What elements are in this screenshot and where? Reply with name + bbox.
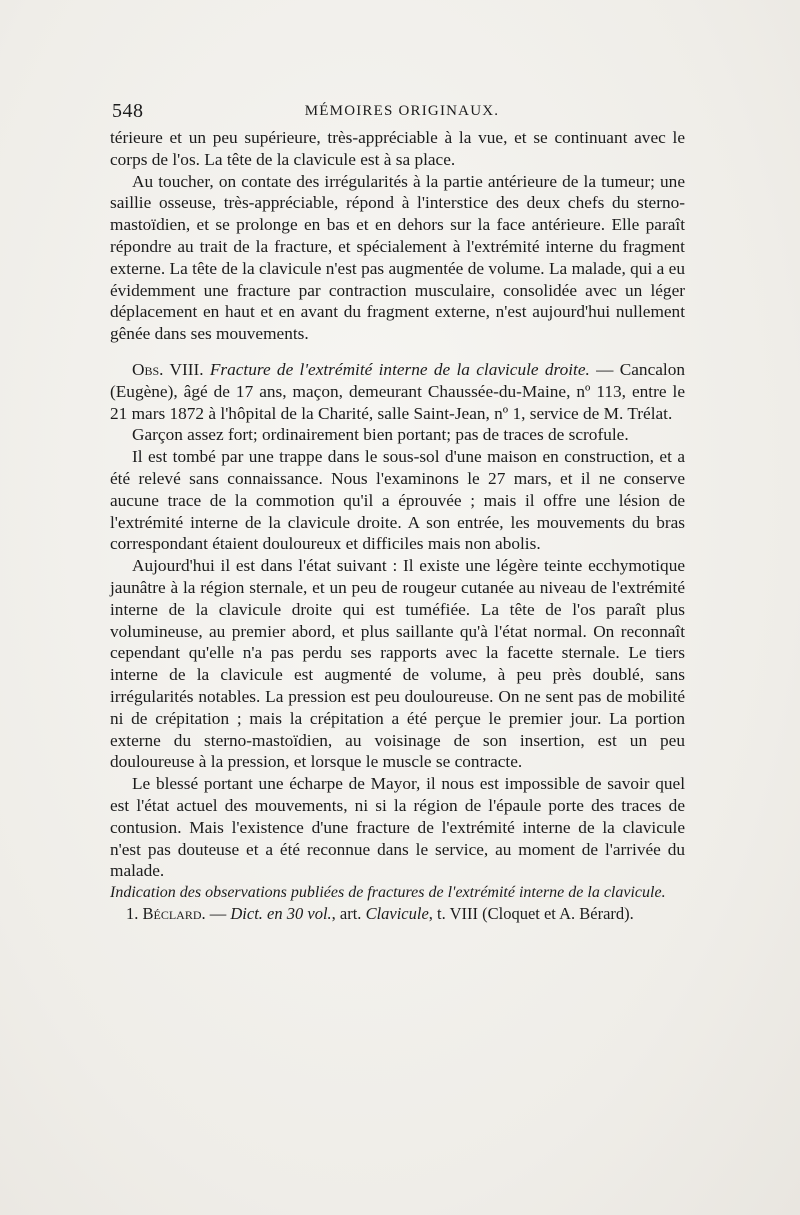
observation-label: Obs. VIII. bbox=[132, 359, 204, 379]
observation-title: Fracture de l'extrémité interne de la clavicule droite. bbox=[209, 359, 590, 379]
reference-dash: — bbox=[205, 904, 231, 924]
paragraph-accident: Il est tombé par une trappe dans le sous-sol d'une maison en construction, et a été relevé sans connaissance. Nous l'examinons le 27 mars, et il ne conserve aucune trace de la commotion qu'il a éprouvée ; mais il offre une lésion de l'extrémité interne de la clavicule droite. A son entrée, les mouvements du bras correspondant étaient douloureux et difficiles mais non abolis. bbox=[110, 447, 685, 554]
section-gap bbox=[110, 345, 685, 359]
references-heading: Indication des observations publiées de fractures de l'extrémité interne de la clavicule. bbox=[110, 884, 666, 902]
reference-number: 1. bbox=[126, 904, 139, 924]
reference-work: Dict. en 30 vol. bbox=[230, 904, 332, 924]
page-number: 548 bbox=[112, 100, 144, 122]
paragraph-palpation: Au toucher, on contate des irrégularités à la partie antérieure de la tumeur; une saillie osseuse, très-appréciable, répond à l'interstice des deux chefs du sterno-mastoïdien, et se prolonge en bas et en dehors sur la face antérieure. Elle paraît répondre au trait de la fracture, et spécialement à l'extrémité interne du fragment externe. La tête de la clavicule n'est pas augmentée de volume. La malade, qui a eu évidemment une fracture par contraction musculaire, consolidée avec un léger déplacement en haut et en avant du fragment externe, n'est aujourd'hui nullement gênée dans ses mouvements. bbox=[110, 171, 685, 344]
observation-header bbox=[110, 359, 685, 424]
paragraph-constitution: Garçon assez fort; ordinairement bien portant; pas de traces de scrofule. bbox=[132, 425, 629, 445]
paragraph-continuation: térieure et un peu supérieure, très-appréciable à la vue, et se continuant avec le corps de l'os. La tête de la clavicule est à sa place. bbox=[110, 128, 685, 169]
observation-patient: — Cancalon (Eugène), âgé de 17 ans, maçon, demeurant Chaussée-du-Maine, nº 113, entre le 21 mars 1872 à l'hôpital de la Charité, salle Saint-Jean, nº 1, service de M. Trélat. bbox=[110, 359, 685, 423]
paragraph-current-state: Aujourd'hui il est dans l'état suivant : Il existe une légère teinte ecchymotique jaunâtre à la région sternale, et un peu de rougeur cutanée au niveau de l'extrémité interne de la clavicule droite qui est tuméfiée. La tête de l'os paraît plus volumineuse, au premier abord, et plus saillante qu'à l'état normal. On reconnaît cependant qu'elle n'a pas perdu ses rapports avec la facette sternale. Le tiers interne de la clavicule est augmenté de volume, à peu près doublé, sans irrégularités notables. La pression est peu douloureuse. On ne sent pas de mobilité ni de crépitation ; mais la crépitation a été perçue le premier jour. La portion externe du sterno-mastoïdien, au voisinage de son insertion, est un peu douloureuse à la pression, et lorsque le muscle se contracte. bbox=[110, 556, 685, 772]
page-body bbox=[110, 127, 685, 924]
reference-author: Béclard. bbox=[142, 904, 206, 924]
reference-mid: , art. bbox=[331, 904, 366, 924]
page-header bbox=[112, 100, 692, 124]
running-title: MÉMOIRES ORIGINAUX. bbox=[304, 103, 500, 119]
reference-rest: , t. VIII (Cloquet et A. Bérard). bbox=[428, 904, 634, 924]
reference-item bbox=[110, 903, 685, 924]
reference-article: Clavicule bbox=[365, 904, 429, 924]
paragraph-conclusion: Le blessé portant une écharpe de Mayor, il nous est impossible de savoir quel est l'état actuel des mouvements, ni si la région de l'épaule porte des traces de contusion. Mais l'existence d'une fracture de l'extrémité interne de la clavicule n'est pas douteuse et a été reconnue dans le service, au moment de l'arrivée du malade. bbox=[110, 774, 685, 881]
